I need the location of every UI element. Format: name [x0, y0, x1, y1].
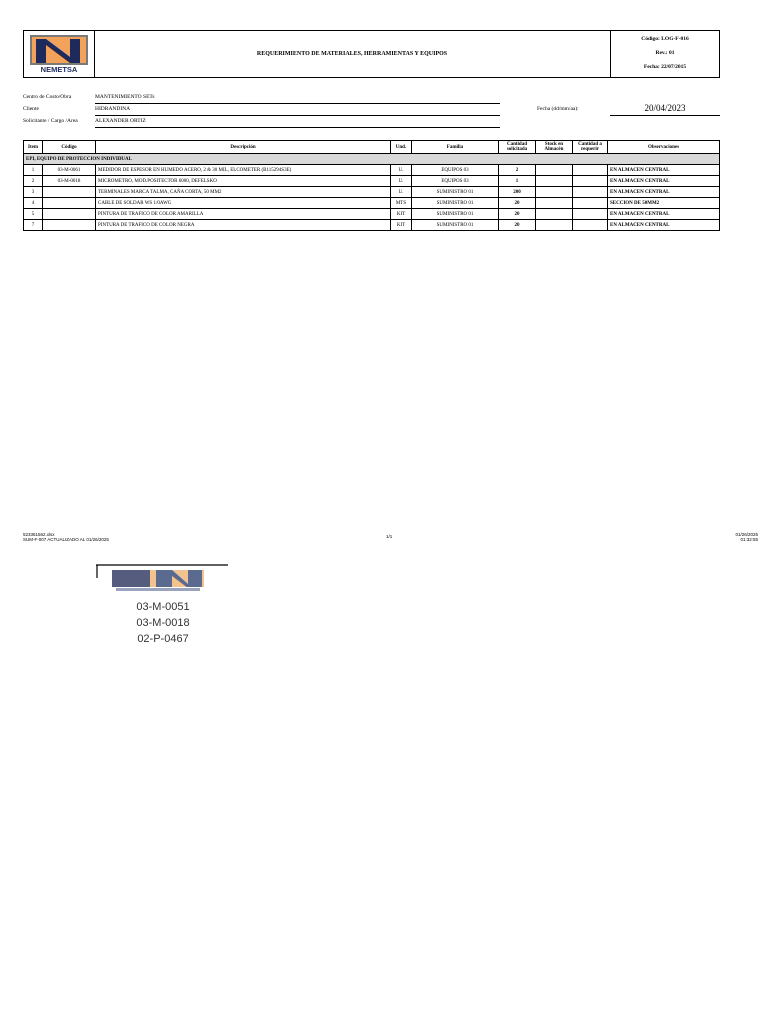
observations-cell: SECCION DE 50MM2: [608, 198, 720, 209]
table-row: [24, 209, 720, 220]
stock-cell: [536, 198, 573, 209]
table-row: [24, 198, 720, 209]
col-header: Familia: [412, 141, 499, 154]
col-header: Stock en Almacén: [536, 141, 573, 154]
solicitante-value: ALEXANDER ORTIZ: [95, 118, 500, 128]
quantity-cell: 1: [499, 176, 536, 187]
stamp-codes: [96, 599, 230, 647]
item-cell: 2: [24, 176, 43, 187]
table-row: [24, 187, 720, 198]
stamp-code: 02-P-0467: [137, 633, 189, 645]
stock-cell: [536, 165, 573, 176]
item-cell: 4: [24, 198, 43, 209]
unit-cell: U.: [391, 187, 412, 198]
solicitante-label: Solicitante / Cargo /Area: [23, 118, 78, 124]
doc-code: Código: LOG-F-016: [641, 36, 689, 42]
col-header: Cantidad a requerir: [573, 141, 608, 154]
nemetsa-logo: [30, 35, 88, 73]
code-cell: [43, 187, 96, 198]
to-require-cell: [573, 176, 608, 187]
observations-cell: EN ALMACEN CENTRAL: [608, 176, 720, 187]
stock-cell: [536, 220, 573, 231]
code-cell: [43, 220, 96, 231]
items-table: [23, 140, 720, 231]
code-cell: 03-M-0061: [43, 165, 96, 176]
footer-time: 01:32:55: [740, 537, 758, 542]
description-cell: CABLE DE SOLDAR WS 1/0AWG: [96, 198, 391, 209]
table-row: [24, 165, 720, 176]
col-header: Observaciones: [608, 141, 720, 154]
item-cell: 5: [24, 209, 43, 220]
item-cell: 7: [24, 220, 43, 231]
footer-note: SUM-F-007 ACTUALIZADO AL 01/26/2025: [23, 537, 109, 542]
to-require-cell: [573, 187, 608, 198]
stamp-logo: [96, 564, 230, 594]
footer-date: 01/26/2025: [735, 532, 758, 537]
family-cell: EQUIPOS 03: [412, 176, 499, 187]
quantity-cell: 2: [499, 165, 536, 176]
unit-cell: MTS: [391, 198, 412, 209]
unit-cell: KIT: [391, 220, 412, 231]
item-cell: 3: [24, 187, 43, 198]
to-require-cell: [573, 198, 608, 209]
stamp-code: 03-M-0018: [136, 617, 190, 629]
description-cell: TERMINALES MARCA TALMA, CAÑA CORTA, 50 MM2: [96, 187, 391, 198]
fecha-label: Fecha (dd/mm/aa):: [537, 106, 579, 112]
footer-page: 1/1: [386, 534, 393, 539]
col-header: Código: [43, 141, 96, 154]
section-row: [24, 154, 720, 165]
logo-cell: [24, 31, 95, 77]
unit-cell: U.: [391, 176, 412, 187]
observations-cell: EN ALMACEN CENTRAL: [608, 165, 720, 176]
document-meta: [611, 31, 719, 77]
footer-filename: 523351562.xlsx: [23, 532, 55, 537]
observations-cell: EN ALMACEN CENTRAL: [608, 187, 720, 198]
quantity-cell: 200: [499, 187, 536, 198]
quantity-cell: 20: [499, 198, 536, 209]
family-cell: EQUIPOS 03: [412, 165, 499, 176]
table-header-row: [24, 141, 720, 154]
doc-date: Fecha: 22/07/2015: [643, 64, 687, 70]
stock-cell: [536, 176, 573, 187]
description-cell: PINTURA DE TRAFICO DE COLOR AMARILLA: [96, 209, 391, 220]
family-cell: SUMINISTRO 01: [412, 198, 499, 209]
family-cell: SUMINISTRO 01: [412, 209, 499, 220]
doc-rev: Rev.: 01: [655, 50, 675, 56]
col-header: Descripción: [96, 141, 391, 154]
code-cell: 03-M-0018: [43, 176, 96, 187]
unit-cell: KIT: [391, 209, 412, 220]
fecha-value: 20/04/2023: [610, 103, 720, 116]
document-title: REQUERIMIENTO DE MATERIALES, HERRAMIENTAS Y EQUIPOS: [94, 31, 611, 77]
quantity-cell: 20: [499, 220, 536, 231]
family-cell: SUMINISTRO 01: [412, 187, 499, 198]
to-require-cell: [573, 209, 608, 220]
centro-value: MANTENIMIENTO SETs: [95, 94, 500, 104]
logo-text: NEMETSA: [40, 65, 78, 73]
to-require-cell: [573, 220, 608, 231]
table-row: [24, 220, 720, 231]
stock-cell: [536, 187, 573, 198]
col-header: Cantidad solicitada: [499, 141, 536, 154]
to-require-cell: [573, 165, 608, 176]
stamp-code: 03-M-0051: [136, 601, 190, 613]
item-cell: 1: [24, 165, 43, 176]
family-cell: SUMINISTRO 01: [412, 220, 499, 231]
document-header: [23, 30, 720, 78]
table-row: [24, 176, 720, 187]
observations-cell: EN ALMACEN CENTRAL: [608, 209, 720, 220]
cliente-label: Cliente: [23, 106, 39, 112]
cliente-value: HIDRANDINA: [95, 106, 500, 116]
description-cell: MEDIDOR DE ESPESOR EN HUMEDO ACERO, 2 & 30 MIL, ELCOMETER (B115294S3E): [96, 165, 391, 176]
description-cell: PINTURA DE TRAFICO DE COLOR NEGRA: [96, 220, 391, 231]
centro-label: Centro de Costo/Obra: [23, 94, 72, 100]
code-cell: [43, 198, 96, 209]
col-header: Und.: [391, 141, 412, 154]
stamp-image: [96, 564, 230, 644]
stock-cell: [536, 209, 573, 220]
col-header: Item: [24, 141, 43, 154]
description-cell: MICROMETRO, MOD.POSITECTOR 6000, DEFELSKO: [96, 176, 391, 187]
observations-cell: EN ALMACEN CENTRAL: [608, 220, 720, 231]
section-label: EPI, EQUIPO DE PROTECCION INDIVIDUAL: [24, 154, 720, 165]
quantity-cell: 20: [499, 209, 536, 220]
code-cell: [43, 209, 96, 220]
unit-cell: U.: [391, 165, 412, 176]
